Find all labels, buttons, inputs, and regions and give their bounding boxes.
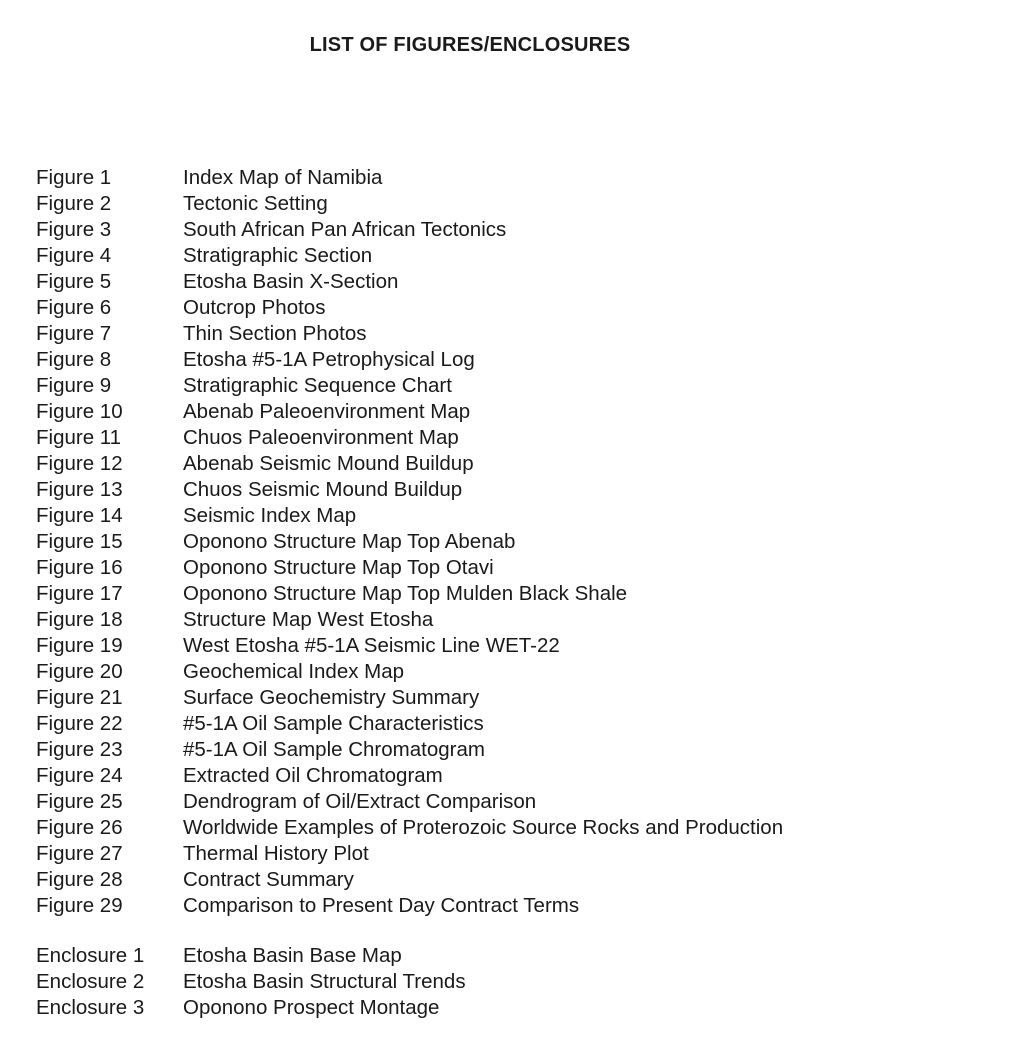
figure-row (36, 867, 783, 893)
item-number: Figure 6 (36, 296, 112, 319)
item-number: Figure 14 (36, 504, 123, 527)
item-number: Figure 20 (36, 660, 123, 683)
enclosures-list (36, 943, 466, 1021)
item-title: Thermal History Plot (183, 842, 369, 865)
item-number: Figure 4 (36, 244, 112, 267)
figure-row (36, 633, 783, 659)
item-number: Figure 23 (36, 738, 123, 761)
item-number: Figure 16 (36, 556, 123, 579)
item-title: Oponono Structure Map Top Abenab (183, 530, 516, 553)
figure-row (36, 555, 783, 581)
item-number: Figure 17 (36, 582, 123, 605)
item-title: Outcrop Photos (183, 296, 326, 319)
figure-row (36, 503, 783, 529)
figure-row (36, 659, 783, 685)
figure-row (36, 841, 783, 867)
figure-row (36, 373, 783, 399)
item-number: Figure 9 (36, 374, 112, 397)
item-title: Extracted Oil Chromatogram (183, 764, 443, 787)
figure-row (36, 581, 783, 607)
item-title: Abenab Seismic Mound Buildup (183, 452, 474, 475)
figure-row (36, 217, 783, 243)
figure-row (36, 269, 783, 295)
item-number: Figure 25 (36, 790, 123, 813)
figure-row (36, 737, 783, 763)
figure-row (36, 789, 783, 815)
item-title: Etosha #5-1A Petrophysical Log (183, 348, 475, 371)
item-title: Tectonic Setting (183, 192, 328, 215)
item-title: Thin Section Photos (183, 322, 367, 345)
figure-row (36, 763, 783, 789)
enclosure-row (36, 969, 466, 995)
item-title: Oponono Prospect Montage (183, 996, 440, 1019)
item-number: Figure 11 (36, 426, 122, 449)
item-title: Contract Summary (183, 868, 354, 891)
figure-row (36, 607, 783, 633)
item-title: Oponono Structure Map Top Mulden Black Shale (183, 582, 628, 605)
item-title: Abenab Paleoenvironment Map (183, 400, 471, 423)
item-number: Figure 13 (36, 478, 123, 501)
item-title: Worldwide Examples of Proterozoic Source Rocks and Production (183, 816, 784, 839)
figure-row (36, 529, 783, 555)
page-title: LIST OF FIGURES/ENCLOSURES (309, 34, 631, 56)
item-title: Oponono Structure Map Top Otavi (183, 556, 494, 579)
item-number: Enclosure 1 (36, 944, 145, 967)
item-number: Figure 1 (36, 166, 112, 189)
figure-row (36, 399, 783, 425)
item-title: South African Pan African Tectonics (183, 218, 507, 241)
figure-row (36, 243, 783, 269)
figure-row (36, 347, 783, 373)
item-number: Figure 28 (36, 868, 123, 891)
item-number: Figure 10 (36, 400, 123, 423)
enclosure-row (36, 995, 466, 1021)
item-number: Figure 5 (36, 270, 112, 293)
item-number: Figure 3 (36, 218, 112, 241)
item-number: Enclosure 3 (36, 996, 145, 1019)
item-title: Seismic Index Map (183, 504, 357, 527)
item-title: Surface Geochemistry Summary (183, 686, 480, 709)
item-number: Figure 26 (36, 816, 123, 839)
item-number: Figure 2 (36, 192, 112, 215)
figure-row (36, 295, 783, 321)
figure-row (36, 477, 783, 503)
figure-row (36, 893, 783, 919)
item-title: Etosha Basin Base Map (183, 944, 402, 967)
figure-row (36, 321, 783, 347)
item-title: Dendrogram of Oil/Extract Comparison (183, 790, 537, 813)
item-number: Enclosure 2 (36, 970, 145, 993)
item-title: Chuos Paleoenvironment Map (183, 426, 459, 449)
figure-row (36, 451, 783, 477)
item-number: Figure 24 (36, 764, 123, 787)
item-title: #5-1A Oil Sample Characteristics (183, 712, 484, 735)
figure-row (36, 165, 783, 191)
item-number: Figure 21 (36, 686, 123, 709)
figure-row (36, 685, 783, 711)
item-number: Figure 15 (36, 530, 123, 553)
item-title: Geochemical Index Map (183, 660, 405, 683)
item-title: Stratigraphic Sequence Chart (183, 374, 452, 397)
item-number: Figure 7 (36, 322, 112, 345)
figure-row (36, 711, 783, 737)
item-number: Figure 12 (36, 452, 123, 475)
item-title: Comparison to Present Day Contract Terms (183, 894, 580, 917)
item-number: Figure 29 (36, 894, 123, 917)
item-title: West Etosha #5-1A Seismic Line WET-22 (183, 634, 560, 657)
figure-row (36, 815, 783, 841)
item-title: #5-1A Oil Sample Chromatogram (183, 738, 485, 761)
item-title: Structure Map West Etosha (183, 608, 434, 631)
item-number: Figure 22 (36, 712, 123, 735)
item-title: Etosha Basin X-Section (183, 270, 399, 293)
item-title: Etosha Basin Structural Trends (183, 970, 466, 993)
item-number: Figure 18 (36, 608, 123, 631)
figures-list (36, 165, 783, 919)
item-number: Figure 27 (36, 842, 123, 865)
item-number: Figure 19 (36, 634, 123, 657)
item-title: Stratigraphic Section (183, 244, 373, 267)
item-number: Figure 8 (36, 348, 112, 371)
item-title: Chuos Seismic Mound Buildup (183, 478, 463, 501)
enclosure-row (36, 943, 466, 969)
figure-row (36, 425, 783, 451)
figure-row (36, 191, 783, 217)
item-title: Index Map of Namibia (183, 166, 383, 189)
